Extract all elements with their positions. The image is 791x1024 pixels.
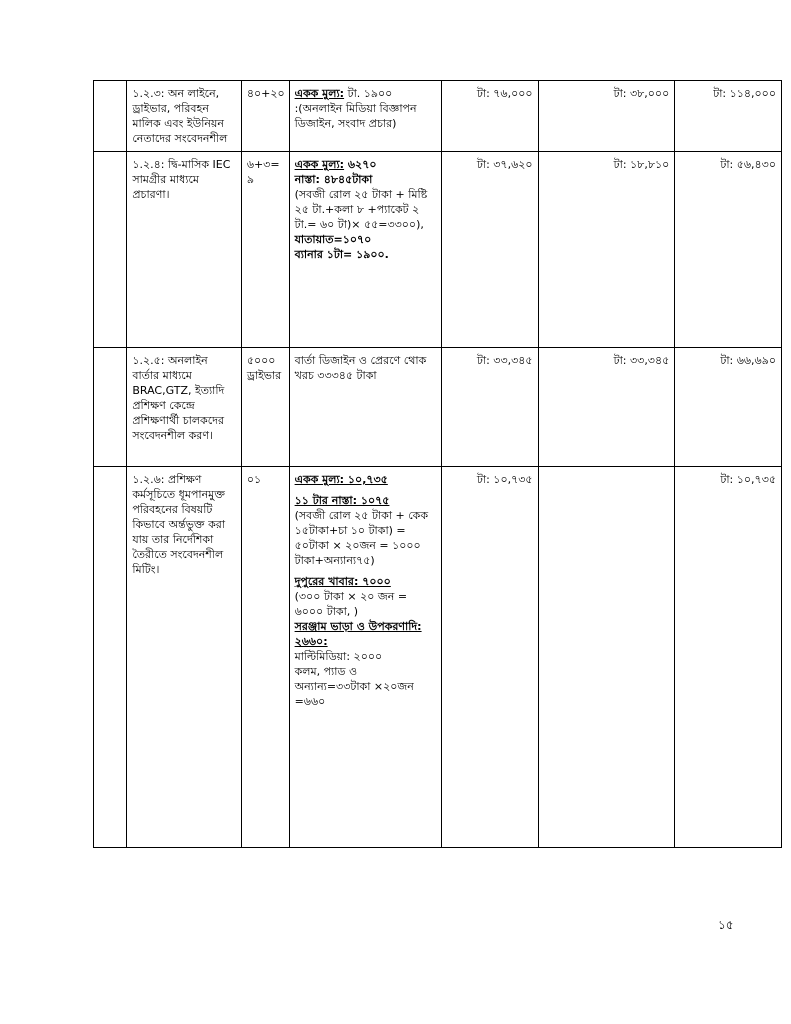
blank-cell	[94, 348, 127, 467]
table-row	[94, 467, 782, 848]
total-cell: টা: ১১৪,০০০	[675, 81, 782, 152]
cost-detail-text: :(অনলাইন মিডিয়া বিজ্ঞাপন ডিজাইন, সংবাদ প্রচার)	[294, 102, 417, 130]
amount-1-cell: টা: ৩৩,৩৪৫	[441, 348, 538, 467]
amount-1-cell: টা: ৭৬,০০০	[441, 81, 538, 152]
amount-2-cell: টা: ১৮,৮১০	[538, 152, 675, 348]
blank-cell	[94, 467, 127, 848]
total-cell: টা: ১০,৭৩৫	[675, 467, 782, 848]
total-cell: টা: ৬৬,৬৯০	[675, 348, 782, 467]
amount-2-cell: টা: ৩৮,০০০	[538, 81, 675, 152]
cost-detail-cell	[289, 348, 441, 467]
equipment-heading: সরঞ্জাম ভাড়া ও উপকরণাদি: ২৬৬০:	[294, 620, 422, 648]
banner-text: ব্যানার ১টা= ১৯০০.	[294, 248, 389, 261]
cost-detail-cell	[289, 81, 441, 152]
unit-cost-text: একক মুল্য: ১০,৭৩৫	[294, 473, 388, 486]
lunch-detail-text: (৩০০ টাকা × ২০ জন = ৬০০০ টাকা, )	[294, 590, 408, 618]
activity-cell: ১.২.৫: অনলাইন বার্তার মাধ্যমে BRAC,GTZ, ইত্যাদি প্রশিক্ষণ কেন্দ্রে প্রশিক্ষণার্থী চালকদের সংবেদনশীল করণ।	[127, 348, 241, 467]
unit-cost-label: একক মুল্য:	[294, 87, 345, 100]
amount-1-cell: টা: ৩৭,৬২০	[441, 152, 538, 348]
quantity-cell: ০১	[241, 467, 289, 848]
snack-label: নাস্তা:	[294, 173, 320, 186]
multimedia-text: মাল্টিমিডিয়া: ২০০০	[294, 650, 383, 663]
table-row	[94, 152, 782, 348]
quantity-cell: ৫০০০ ড্রাইভার	[241, 348, 289, 467]
activity-cell: ১.২.৬: প্রশিক্ষণ কর্মসূচিতে ধূমপানমুক্ত পরিবহনের বিষয়টি কিভাবে অর্ন্তভুক্ত করা যায় তার নির্দেশিকা তৈরীতে সংবেদনশীল মিটিং।	[127, 467, 241, 848]
snack-detail-text: (সবজী রোল ২৫ টাকা + মিষ্টি ২৫ টা.+কলা ৮ +প্যাকেট ২ টা.= ৬০ টা)× ৫৫=৩৩০০),	[294, 188, 428, 231]
unit-cost-value: টা. ১৯০০	[344, 87, 393, 100]
blank-cell	[94, 81, 127, 152]
total-cell: টা: ৫৬,৪৩০	[675, 152, 782, 348]
cost-detail-cell	[289, 467, 441, 848]
cost-detail-cell	[289, 152, 441, 348]
amount-2-cell: টা: ৩৩,৩৪৫	[538, 348, 675, 467]
budget-table	[93, 80, 782, 848]
page-number: ১৫	[718, 918, 734, 932]
blank-cell	[94, 152, 127, 348]
snack-value: ৪৮৪৫টাকা	[319, 173, 373, 186]
lunch-heading: দুপুরের খাবার: ৭০০০	[294, 575, 391, 588]
snack-heading: ১১ টার নাস্তা: ১০৭৫	[294, 494, 390, 507]
amount-1-cell: টা: ১০,৭৩৫	[441, 467, 538, 848]
unit-cost-label: একক মুল্য:	[294, 158, 345, 171]
cost-detail-text: বার্তা ডিজাইন ও প্রেরণে থোক খরচ ৩৩৩৪৫ টাকা	[294, 354, 427, 382]
quantity-cell: ৬+৩= ৯	[241, 152, 289, 348]
snack-detail-text: (সবজী রোল ২৫ টাকা + কেক ১৫টাকা+চা ১০ টাকা) = ৫০টাকা × ২০জন = ১০০০ টাকা+অন্যান্য৭৫)	[294, 509, 429, 567]
activity-cell: ১.২.৩: অন লাইনে, ড্রাইভার, পরিবহন মালিক এবং ইউনিয়ন নেতাদের সংবেদনশীল	[127, 81, 241, 152]
unit-cost-value: ৬২৭০	[344, 158, 377, 171]
table-row	[94, 81, 782, 152]
activity-cell: ১.২.৪: দ্বি-মাসিক IEC সামগ্রীর মাধ্যমে প্রচারণা।	[127, 152, 241, 348]
others-text: কলম, প্যাড ও অন্যান্য=৩৩টাকা ×২০জন =৬৬০	[294, 665, 414, 708]
amount-2-cell	[538, 467, 675, 848]
table-row	[94, 348, 782, 467]
quantity-cell: ৪০+২০	[241, 81, 289, 152]
transport-text: যাতায়াত=১০৭০	[294, 233, 372, 246]
